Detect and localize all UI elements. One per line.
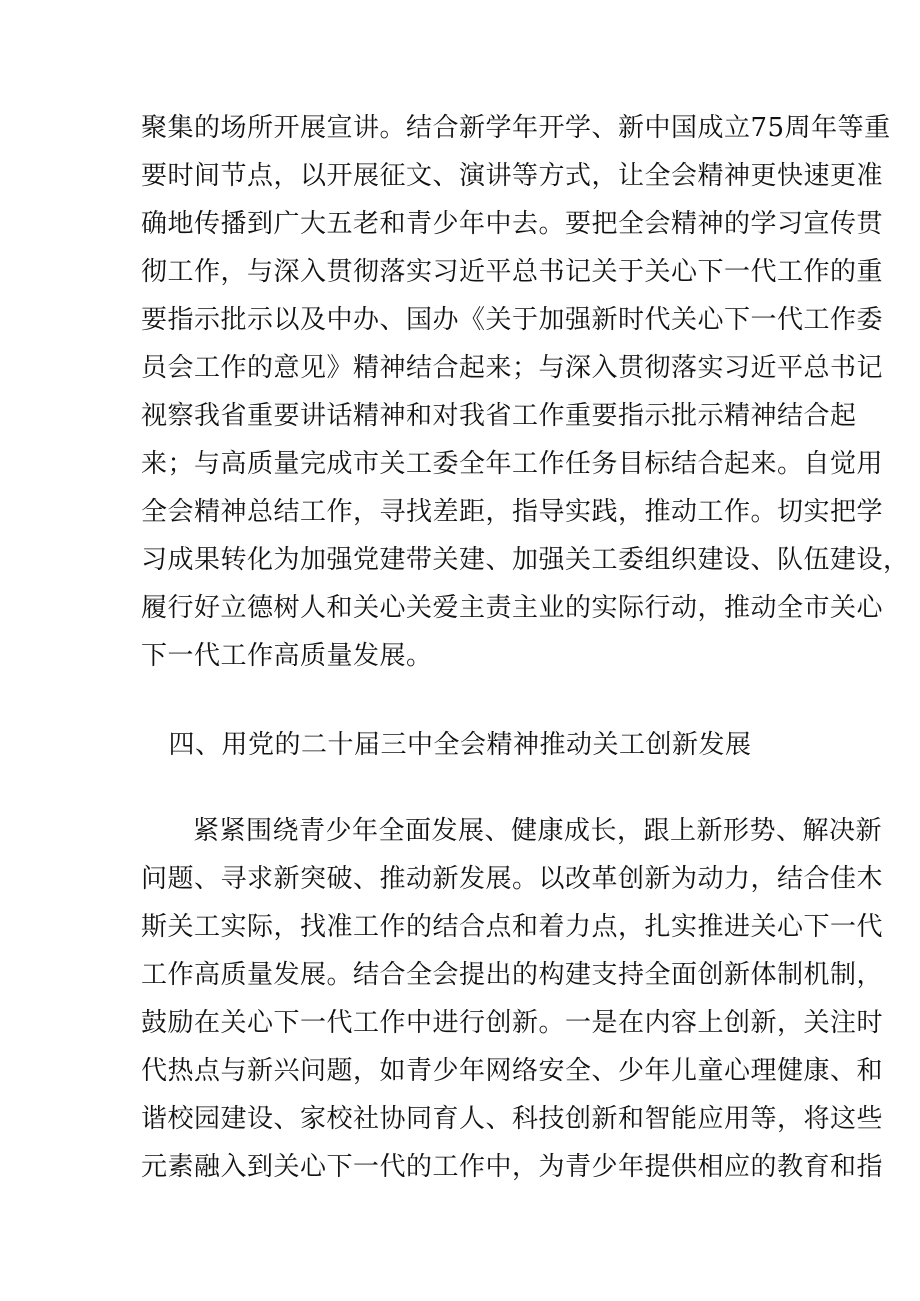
paragraph-2-line-2: 问题、寻求新突破、推动新发展。以改革创新为动力，结合佳木 [141, 864, 884, 894]
paragraph-2-line-8: 元素融入到关心下一代的工作中，为青少年提供相应的教育和指 [141, 1152, 884, 1182]
paragraph-1-line-9: 全会精神总结工作，寻找差距，指导实践，推动工作。切实把学 [141, 497, 884, 527]
paragraph-1-line-4: 彻工作，与深入贯彻落实习近平总书记关于关心下一代工作的重 [141, 257, 884, 287]
paragraph-1-line-12: 下一代工作高质量发展。 [141, 641, 433, 671]
paragraph-2-line-5: 鼓励在关心下一代工作中进行创新。一是在内容上创新，关注时 [141, 1008, 884, 1038]
paragraph-2-line-1: 紧紧围绕青少年全面发展、健康成长，跟上新形势、解决新 [193, 816, 883, 846]
paragraph-2-line-7: 谐校园建设、家校社协同育人、科技创新和智能应用等，将这些 [141, 1104, 884, 1134]
paragraph-1-line-8: 来；与高质量完成市关工委全年工作任务目标结合起来。自觉用 [141, 449, 884, 479]
paragraph-1-line-6: 员会工作的意见》精神结合起来；与深入贯彻落实习近平总书记 [141, 353, 884, 383]
section-heading: 四、用党的二十届三中全会精神推动关工创新发展 [168, 730, 752, 760]
paragraph-1-line-2: 要时间节点，以开展征文、演讲等方式，让全会精神更快速更准 [141, 161, 884, 191]
paragraph-1-line-3: 确地传播到广大五老和青少年中去。要把全会精神的学习宣传贯 [141, 209, 884, 239]
paragraph-1-line-7: 视察我省重要讲话精神和对我省工作重要指示批示精神结合起 [141, 401, 857, 431]
paragraph-1-line-1: 聚集的场所开展宣讲。结合新学年开学、新中国成立75周年等重 [141, 113, 891, 143]
paragraph-2-line-3: 斯关工实际，找准工作的结合点和着力点，扎实推进关心下一代 [141, 912, 884, 942]
paragraph-1-line-10: 习成果转化为加强党建带关建、加强关工委组织建设、队伍建设， [141, 545, 910, 575]
paragraph-2-line-6: 代热点与新兴问题，如青少年网络安全、少年儿童心理健康、和 [141, 1056, 884, 1086]
paragraph-1-line-5: 要指示批示以及中办、国办《关于加强新时代关心下一代工作委 [141, 305, 884, 335]
paragraph-2-line-4: 工作高质量发展。结合全会提出的构建支持全面创新体制机制， [141, 960, 884, 990]
paragraph-1-line-11: 履行好立德树人和关心关爱主责主业的实际行动，推动全市关心 [141, 593, 884, 623]
